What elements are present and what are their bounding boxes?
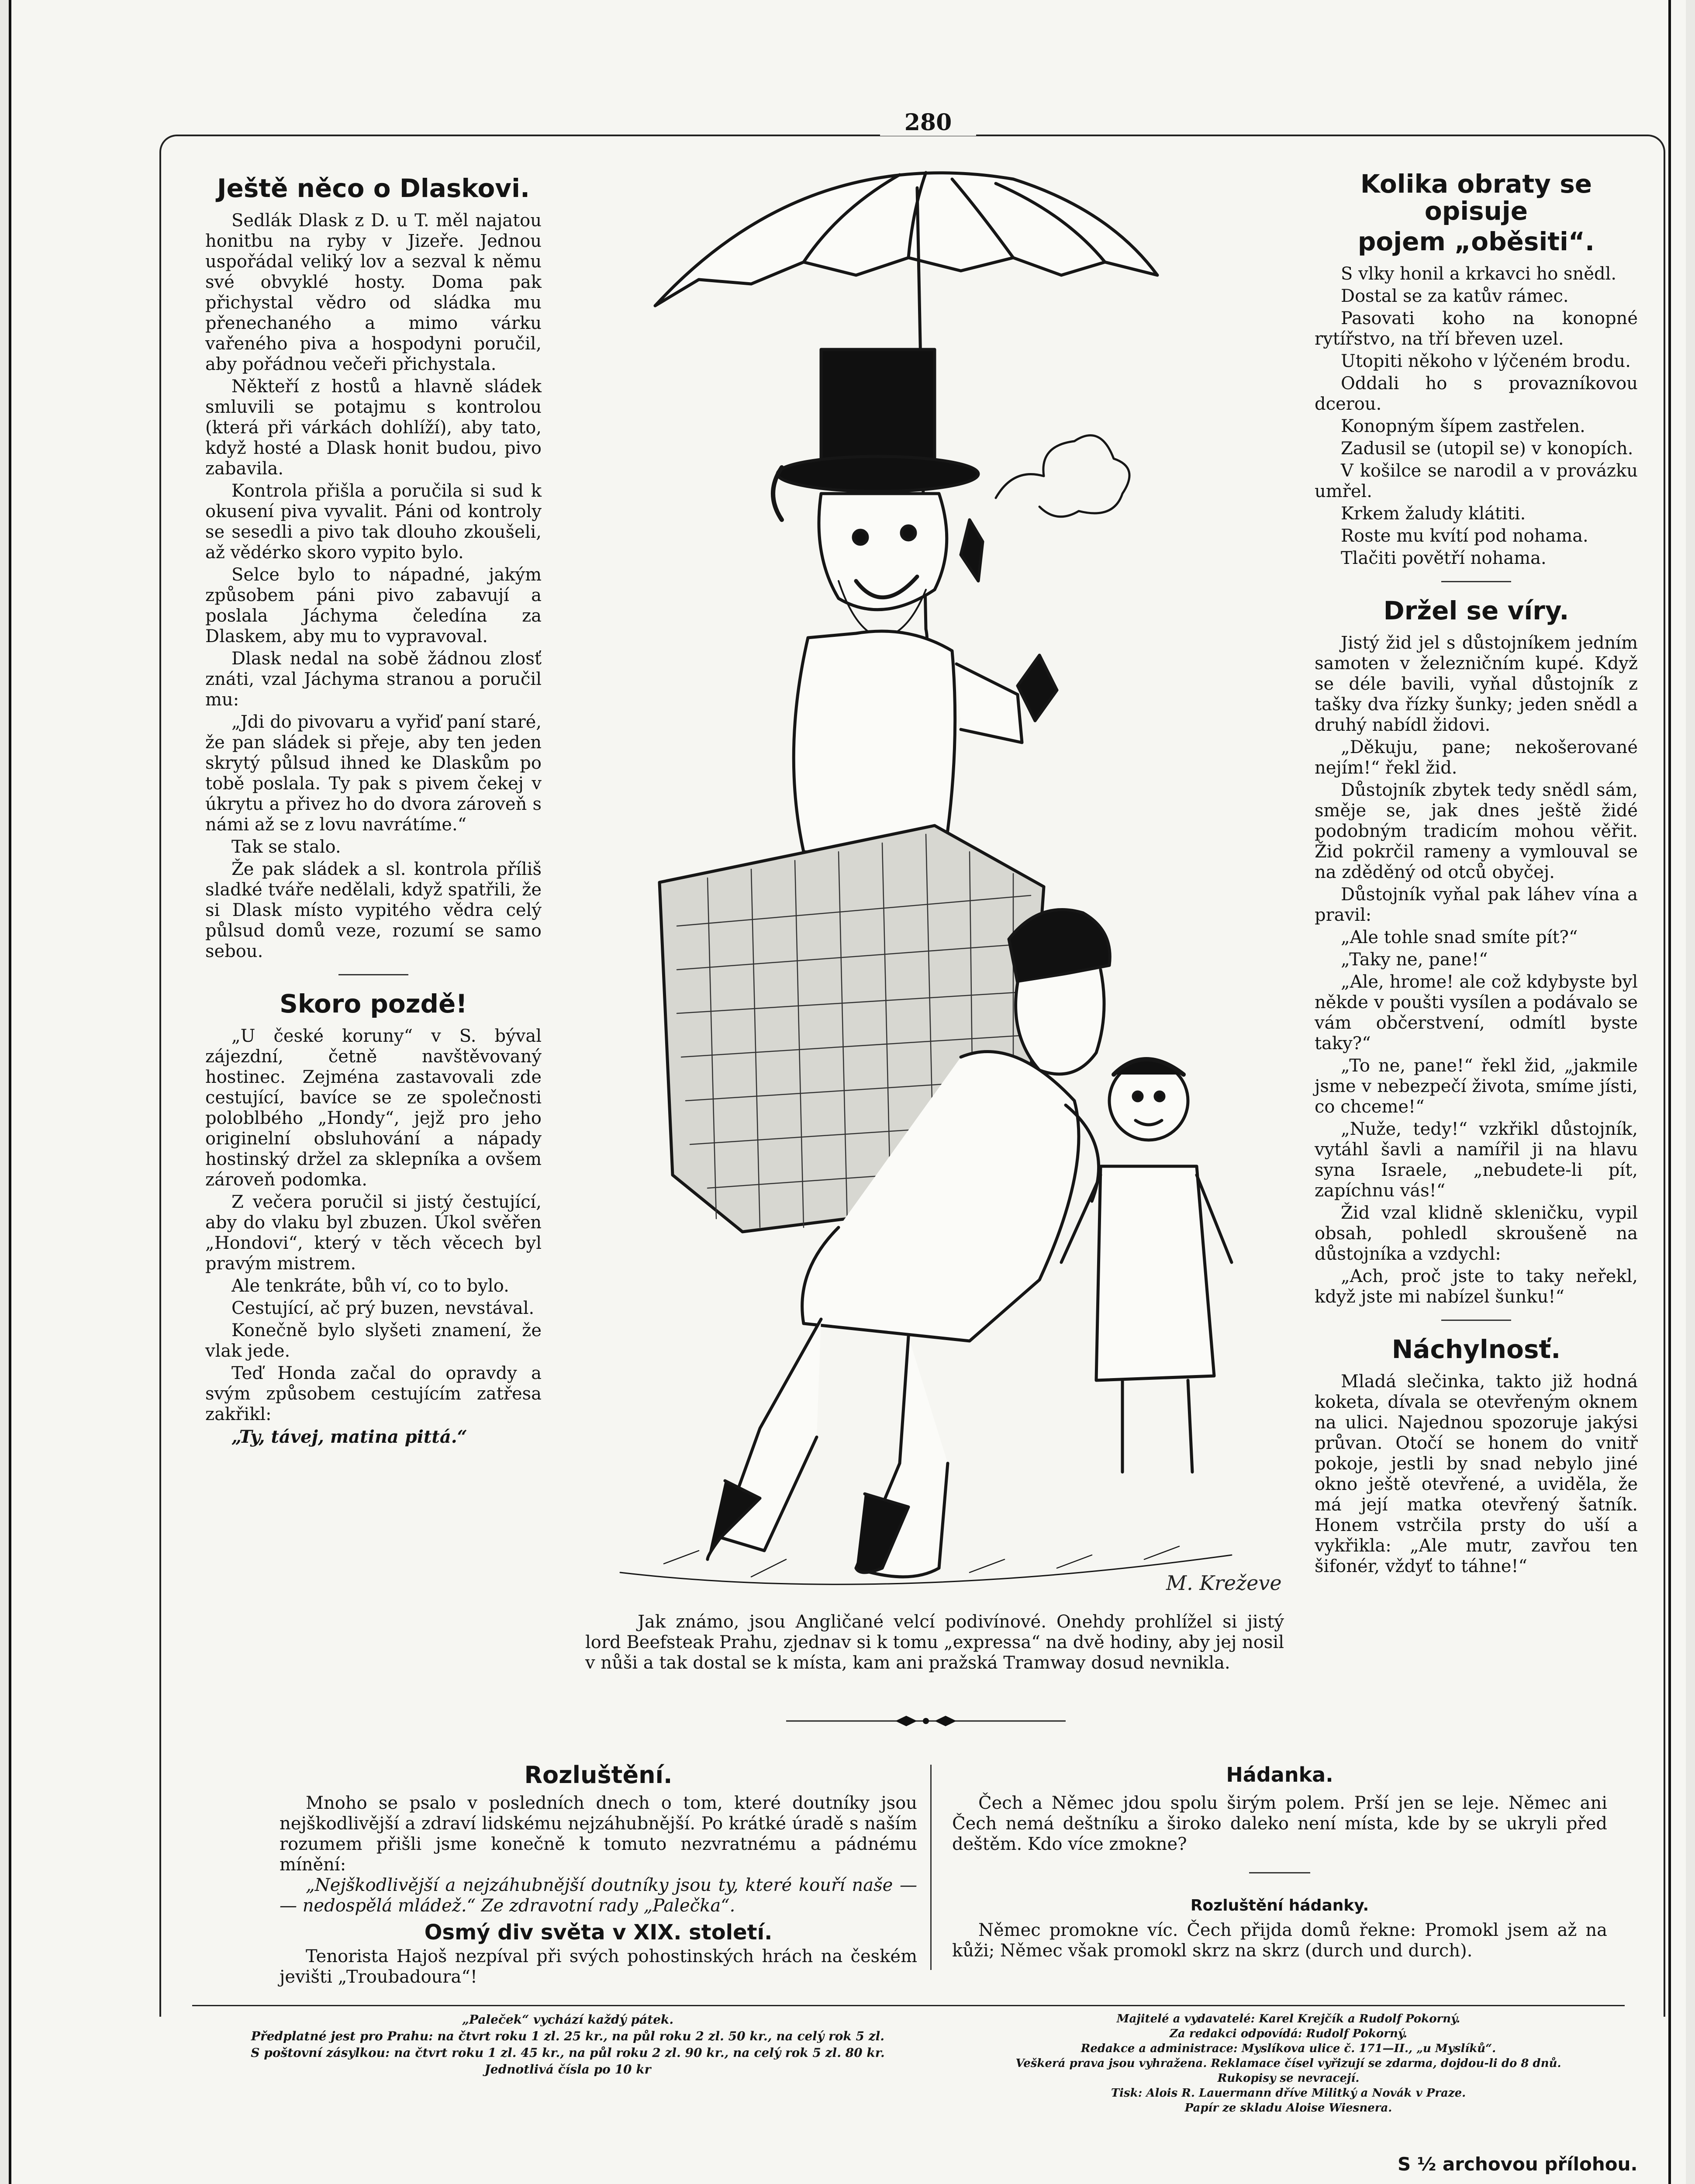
paragraph: „Ty, távej, matina pittá.“ [231, 1427, 467, 1447]
paragraph: Někteří z hostů a hlavně sládek smluvili se potajmu s kontrolou (která při várkách dohlíží), aby tato, když hosté a Dlask honit budou, pivo zabavila. [205, 377, 542, 479]
paragraph: Cestující, ač prý buzen, nevstával. [231, 1298, 535, 1318]
footer-line: Předplatné jest pro Prahu: na čtvrt roku 1 zl. 25 kr., na půl roku 2 zl. 50 kr., na celý rok 5 zl. [251, 2029, 885, 2043]
paragraph: Z večera poručil si jistý čestující, aby do vlaku byl zbuzen. Úkol svěřen „Hondovi“, který v těch věcech byl pravým mistrem. [205, 1192, 542, 1274]
paragraph: „Ale, hrome! ale což kdybyste byl někde v poušti vysílen a podávalo se vám občerstvení, odmítl byste taky?“ [1315, 972, 1638, 1054]
list-item: S vlky honil a krkavci ho snědl. [1341, 264, 1617, 284]
paragraph: Sedlák Dlask z D. u T. měl najatou honitbu na ryby v Jizeře. Jednou uspořádal veliký lov a sezval k němu své obvyklé hosty. Doma pak přichystal vědro od sládka mu přenechaného a mimo várku vařeného piva a hospodyni poručil, aby pořádnou večeři přichystala. [205, 211, 542, 374]
paragraph: Němec promokne víc. Čech přijda domů řekne: Promokl jsem až na kůži; Němec však promokl skrz na skrz (durch und durch). [952, 1920, 1607, 1961]
artist-signature: M. Kreževe [1166, 1571, 1282, 1595]
section-title: Rozluštění hádanky. [1190, 1897, 1369, 1914]
paragraph: Konečně bylo slyšeti znamení, že vlak jede. [205, 1320, 542, 1361]
paragraph: Žid vzal klidně skleničku, vypil obsah, pohledl skroušeně na důstojníka a vzdychl: [1315, 1203, 1638, 1264]
paragraph: Ale tenkráte, bůh ví, co to bylo. [231, 1276, 509, 1296]
paragraph: „U české koruny“ v S. býval zájezdní, četně navštěvovaný hostinec. Zejména zastavovali zde cestující, bavíce se ze společnosti poloblbého „Hondy“, jejž pro jeho originelní obsluhování a nápady hostinský držel za sklepníka a ovšem zároveň podomka. [205, 1026, 542, 1190]
paragraph: Mladá slečinka, takto již hodná koketa, dívala se otevřeným oknem na ulici. Najednou spozoruje jakýsi průvan. Otočí se honem do vnitř pokoje, jestli by snad nebylo jiné okno ještě otevřené, a uviděla, že má její matka otevřený šatník. Honem vstrčila prsty do uší a vykřikla: „Ale mutr, zavřou ten šifonér, vždyť to táhne!“ [1315, 1372, 1638, 1576]
subscription-info [210, 2011, 926, 2078]
illustration-caption: Jak známo, jsou Angličané velcí podivínové. Onehdy prohlížel si jistý lord Beefsteak Prahu, zjednav si k tomu „expressa“ na dvě hodiny, aby jej nosil v nůši a tak dostal se k místa, kam ani pražská Tramway dosud nevnikla. [585, 1612, 1284, 1673]
paragraph: Důstojník zbytek tedy snědl sám, směje se, jak dnes ještě židé podobným tradicím mohou věřit. Žid pokrčil rameny a vymlouval se na zděděný od otců obyčej. [1315, 780, 1638, 882]
list-item: Zadusil se (utopil se) v konopích. [1341, 439, 1633, 459]
section-divider [1441, 1320, 1511, 1321]
paragraph: „Jdi do pivovaru a vyřiď paní staré, že pan sládek si přeje, aby ten jeden skrytý půlsud ihned ke Dlaskům po tobě poslala. Ty pak s pivem čekej v úkrytu a přivez ho do dvora zároveň s námi až se z lovu navrátíme.“ [205, 712, 542, 835]
paragraph: Že pak sládek a sl. kontrola příliš sladké tváře nedělali, když spatřili, že si Dlask místo vypitého vědra celý půlsud domů veze, rozumí se samo sebou. [205, 859, 542, 961]
paragraph: Čech a Němec jdou spolu širým polem. Prší jen se leje. Němec ani Čech nemá deštníku a široko daleko není místa, kde by se ukryli před deštěm. Kdo více zmokne? [952, 1793, 1607, 1854]
paragraph: „Taky ne, pane!“ [1341, 950, 1488, 970]
footer-line: Rukopisy se nevracejí. [1217, 2072, 1360, 2085]
article-title-line2: pojem „oběsiti“. [1357, 227, 1595, 256]
paragraph: „Děkuju, pane; nekošerované nejím!“ řekl žid. [1315, 737, 1638, 778]
paragraph: „Ach, proč jste to taky neřekl, když jste mi nabízel šunku!“ [1315, 1266, 1638, 1307]
section-title: Osmý div světa v XIX. století. [424, 1920, 773, 1945]
column-rule [930, 1765, 932, 1970]
section-title: Rozluštění. [524, 1761, 673, 1789]
paragraph: Kontrola přišla a poručila si sud k okusení piva vyvalit. Páni od kontroly se sesedli a pivo tak dlouho zkoušeli, až vědérko skoro vypito bylo. [205, 481, 542, 563]
scan-edge-right [1668, 0, 1671, 2184]
list-item: Krkem žaludy klátiti. [1341, 504, 1526, 524]
paragraph: Mnoho se psalo v posledních dnech o tom, které doutníky jsou nejškodlivější a zdraví lidskému nejzáhubnější. Po krátké úradě s naším rozumem přišli jsme konečně k tomuto nezvratnému a pádnému mínění: [280, 1793, 917, 1875]
newspaper-page [9, 0, 1686, 2184]
right-column [1315, 170, 1638, 1579]
list-item: Roste mu kvítí pod nohama. [1341, 526, 1588, 546]
footer-line: Jednotlivá čísla po 10 kr [484, 2062, 651, 2077]
footer-rule [192, 2005, 1625, 2006]
footer-line: Papír ze skladu Aloise Wiesnera. [1184, 2101, 1392, 2115]
footer-line: Majitelé a vydavatelé: Karel Krejčík a Rudolf Pokorný. [1116, 2012, 1460, 2025]
footer-line: S poštovní zásylkou: na čtvrt roku 1 zl. 45 kr., na půl roku 2 zl. 90 kr., na celý rok 5 zl. 80 kr. [251, 2046, 885, 2060]
section-title: Hádanka. [1226, 1763, 1333, 1787]
footer-line: Veškerá prava jsou vyhražena. Reklamace čísel vyřizují se zdarma, dojdou-li do 8 dnů. [1015, 2057, 1561, 2070]
paragraph: Teď Honda začal do opravdy a svým způsobem cestujícím zatřesa zakřikl: [205, 1363, 542, 1424]
article-title: Kolika obraty se opisuje [1360, 169, 1592, 226]
paragraph: Tak se stalo. [231, 837, 341, 857]
list-item: Utopiti někoho v lýčeném brodu. [1341, 351, 1631, 371]
list-item: Pasovati koho na konopné rytířstvo, na tří břeven uzel. [1315, 308, 1638, 349]
paragraph: „To ne, pane!“ řekl žid, „jakmile jsme v nebezpečí života, smíme jísti, co chceme!“ [1315, 1056, 1638, 1117]
section-divider [338, 974, 408, 975]
paragraph: Selce bylo to nápadné, jakým způsobem páni pivo zabavují a poslala Jáchyma čeledína za Dlaskem, aby mu to vypravoval. [205, 565, 542, 646]
paragraph: „Ale tohle snad smíte pít?“ [1341, 927, 1578, 947]
footer-line: Redakce a administrace: Myslíkova ulice č. 171—II., „u Myslíků“. [1081, 2042, 1496, 2055]
article-title: Skoro pozdě! [280, 989, 467, 1019]
supplement-note: S ½ archovou přílohou. [1398, 2153, 1638, 2175]
bottom-left-section [280, 1761, 917, 1987]
left-column [205, 175, 542, 1449]
illustration [577, 162, 1284, 1607]
ornament-divider [786, 1712, 1066, 1730]
article-title: Ještě něco o Dlaskovi. [217, 173, 530, 203]
paragraph: „Nuže, tedy!“ vzkřikl důstojník, vytáhl šavli a namířil ji na hlavu syna Israele, „nebudete-li pít, zapíchnu vás!“ [1315, 1119, 1638, 1201]
paragraph: Tenorista Hajoš nezpíval při svých pohostinských hrách na českém jevišti „Troubadoura“! [280, 1946, 917, 1987]
section-divider [1441, 581, 1511, 582]
paragraph: Dlask nedal na sobě žádnou zlosť znáti, vzal Jáchyma stranou a poručil mu: [205, 649, 542, 710]
list-item: V košilce se narodil a v provázku umřel. [1315, 461, 1638, 501]
publisher-info [952, 2011, 1625, 2115]
page-number: 280 [880, 109, 976, 136]
list-item: Dostal se za katův rámec. [1341, 286, 1569, 306]
list-item: Tlačiti povětří nohama. [1341, 548, 1547, 568]
list-item: Konopným šípem zastřelen. [1341, 416, 1585, 436]
footer-line: „Paleček“ vychází každý pátek. [462, 2012, 674, 2027]
quote: „Nejškodlivější a nejzáhubnější doutníky jsou ty, které kouří naše — — nedospělá mládež.“ Ze zdravotní rady „Palečka“. [280, 1875, 917, 1916]
article-title: Držel se víry. [1383, 596, 1569, 625]
scan-edge-left [9, 0, 11, 2184]
footer-line: Za redakci odpovídá: Rudolf Pokorný. [1169, 2027, 1408, 2040]
paragraph: Důstojník vyňal pak láhev vína a pravil: [1315, 885, 1638, 925]
paragraph: Jistý žid jel s důstojníkem jedním samoten v železničním kupé. Když se déle bavili, vyňal důstojník z tašky dva řízky šunky; jeden snědl a druhý nabídl židovi. [1315, 633, 1638, 735]
bottom-right-section [952, 1765, 1607, 1961]
list-item: Oddali ho s provazníkovou dcerou. [1315, 373, 1638, 414]
article-title: Náchylnosť. [1391, 1334, 1561, 1364]
section-divider [1249, 1872, 1310, 1873]
footer-line: Tisk: Alois R. Lauermann dříve Militký a Novák v Praze. [1111, 2087, 1466, 2100]
